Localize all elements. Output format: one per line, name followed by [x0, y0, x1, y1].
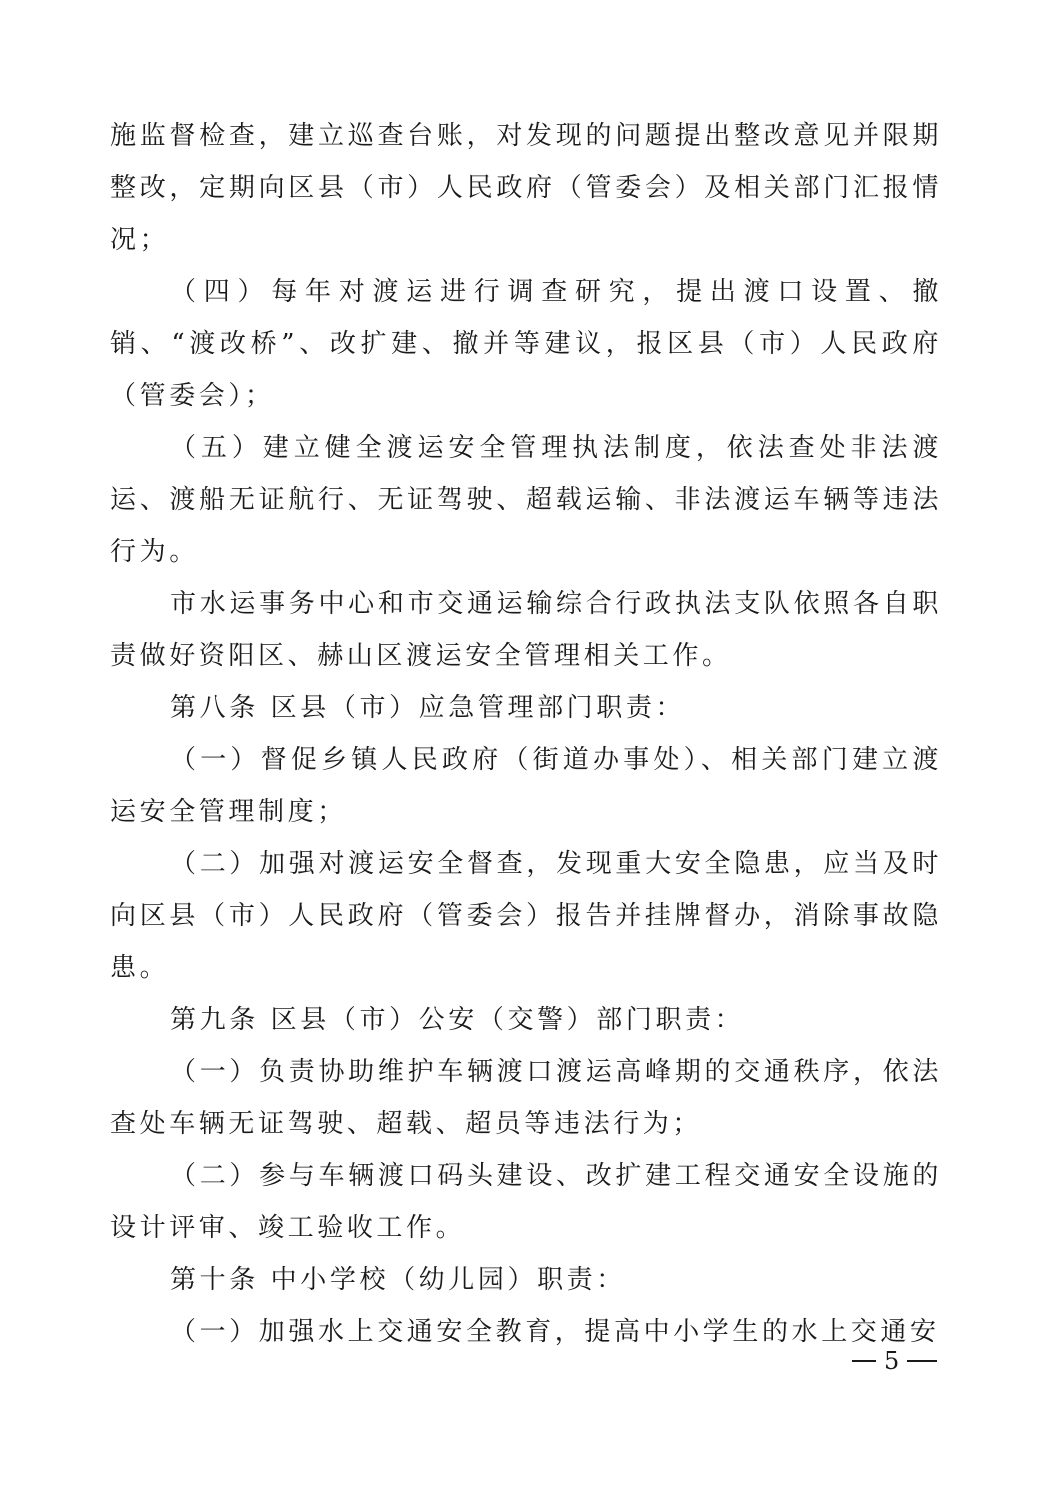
page-footer — [852, 1346, 937, 1376]
article-9-item-1: （一）负责协助维护车辆渡口渡运高峰期的交通秩序，依法查处车辆无证驾驶、超载、超员等违法行为； — [110, 1057, 942, 1139]
paragraph-continued: 施监督检查，建立巡查台账，对发现的问题提出整改意见并限期整改，定期向区县（市）人民政府（管委会）及相关部门汇报情况； — [110, 121, 942, 255]
document-body — [110, 110, 942, 1358]
paragraph-item-4: （四）每年对渡运进行调查研究，提出渡口设置、撤销、“渡改桥”、改扩建、撤并等建议，报区县（市）人民政府（管委会）； — [110, 277, 942, 411]
article-10-item-1: （一）加强水上交通安全教育，提高中小学生的水上交通安 — [170, 1317, 940, 1347]
article-8-heading: 第八条 区县（市）应急管理部门职责： — [170, 693, 686, 723]
article-10-heading: 第十条 中小学校（幼儿园）职责： — [170, 1265, 626, 1295]
page-number: 5 — [884, 1347, 900, 1375]
article-9-heading: 第九条 区县（市）公安（交警）部门职责： — [170, 1005, 745, 1035]
article-8-item-1: （一）督促乡镇人民政府（街道办事处）、相关部门建立渡运安全管理制度； — [110, 745, 942, 827]
article-9-item-2: （二）参与车辆渡口码头建设、改扩建工程交通安全设施的设计评审、竣工验收工作。 — [110, 1161, 942, 1243]
paragraph-item-5: （五）建立健全渡运安全管理执法制度，依法查处非法渡运、渡船无证航行、无证驾驶、超载运输、非法渡运车辆等违法行为。 — [110, 433, 942, 567]
paragraph-note: 市水运事务中心和市交通运输综合行政执法支队依照各自职责做好资阳区、赫山区渡运安全管理相关工作。 — [110, 589, 942, 671]
article-8-item-2: （二）加强对渡运安全督查，发现重大安全隐患，应当及时向区县（市）人民政府（管委会）报告并挂牌督办，消除事故隐患。 — [110, 849, 942, 983]
footer-dash-right — [907, 1360, 937, 1362]
footer-dash-left — [852, 1360, 876, 1362]
